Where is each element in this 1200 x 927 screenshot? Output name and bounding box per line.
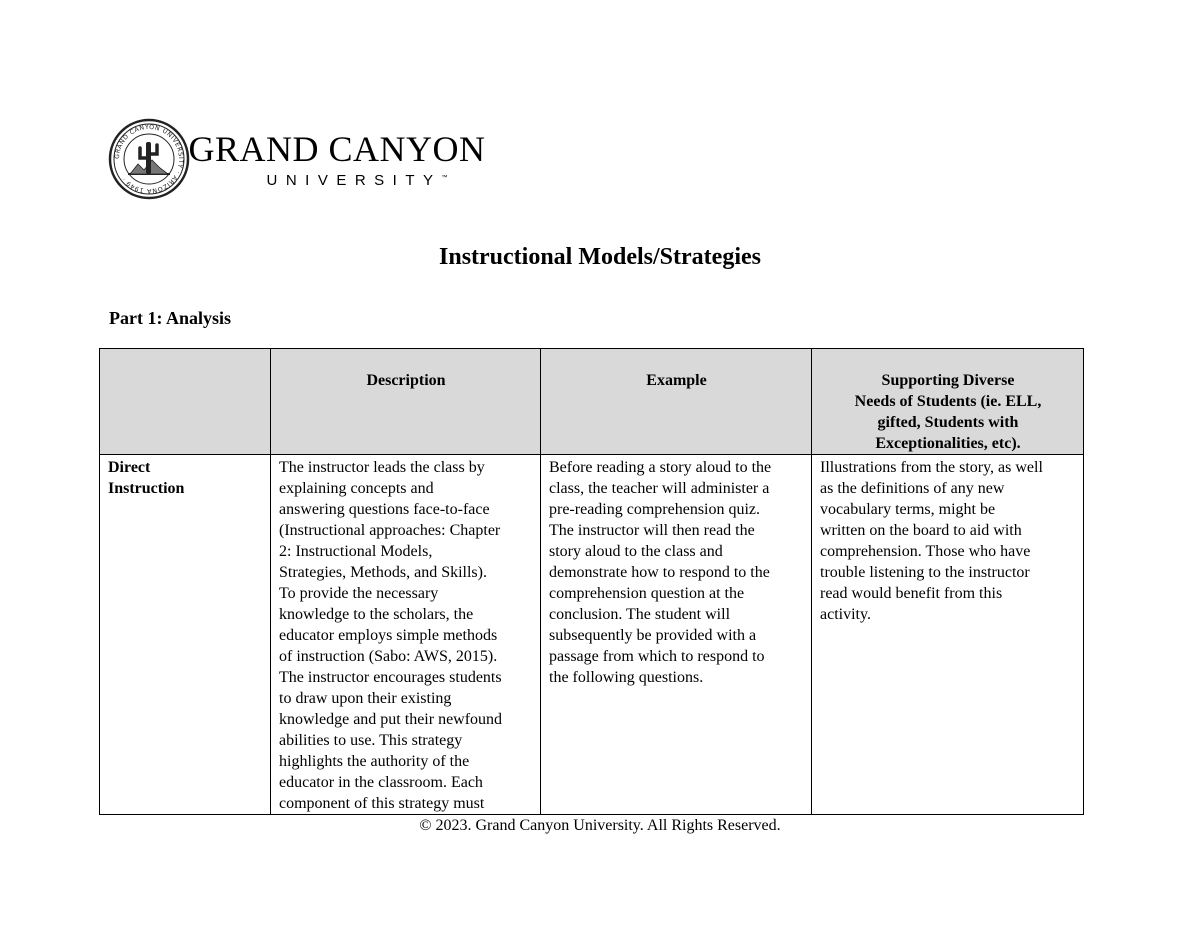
wordmark-bottom-text: UNIVERSITY [266,171,442,189]
table-header-row [100,349,1084,455]
header-cell-description: Description [271,349,541,455]
university-seal-icon [108,118,190,200]
trademark-symbol: ™ [441,174,448,181]
cell-supporting-diverse-needs: Illustrations from the story, as well as the definitions of any new vocabulary terms, might be written on the board to aid with comprehension. Those who have trouble listening to the instructor read would benefit from this activity. [812,455,1084,815]
university-wordmark [188,128,486,190]
cell-example: Before reading a story aloud to the class, the teacher will administer a pre-reading comprehension quiz. The instructor will then read the story aloud to the class and demonstrate how to respond to the comprehension question at the conclusion. The student will subsequently be provided with a passage from which to respond to the following questions. [541,455,812,815]
analysis-table [99,348,1084,815]
header-cell-supporting-diverse-needs: Supporting Diverse Needs of Students (ie. ELL, gifted, Students with Exceptionalities, etc). [812,349,1084,455]
wordmark-bottom [266,169,447,190]
header-cell-blank [100,349,271,455]
university-logo [108,116,488,202]
copyright-footer: © 2023. Grand Canyon University. All Rights Reserved. [419,817,781,834]
page-title: Instructional Models/Strategies [439,244,761,270]
cell-description: The instructor leads the class by explaining concepts and answering questions face-to-face (Instructional approaches: Chapter 2: Instructional Models, Strategies, Methods, and Skills). To provide the necessary knowledge to the scholars, the educator employs simple methods of instruction (Sabo: AWS, 2015). The instructor encourages students to draw upon their existing knowledge and put their newfound abilities to use. This strategy highlights the authority of the educator in the classroom. Each component of this strategy must [271,455,541,815]
seal-ring-text: GRAND CANYON UNIVERSITY · ARIZONA 1949 · [113,123,185,195]
header-cell-example: Example [541,349,812,455]
row-label-direct-instruction: Direct Instruction [100,455,271,815]
section-heading: Part 1: Analysis [109,308,232,328]
table-row [100,455,1084,815]
wordmark-top: GRAND CANYON [188,128,486,169]
